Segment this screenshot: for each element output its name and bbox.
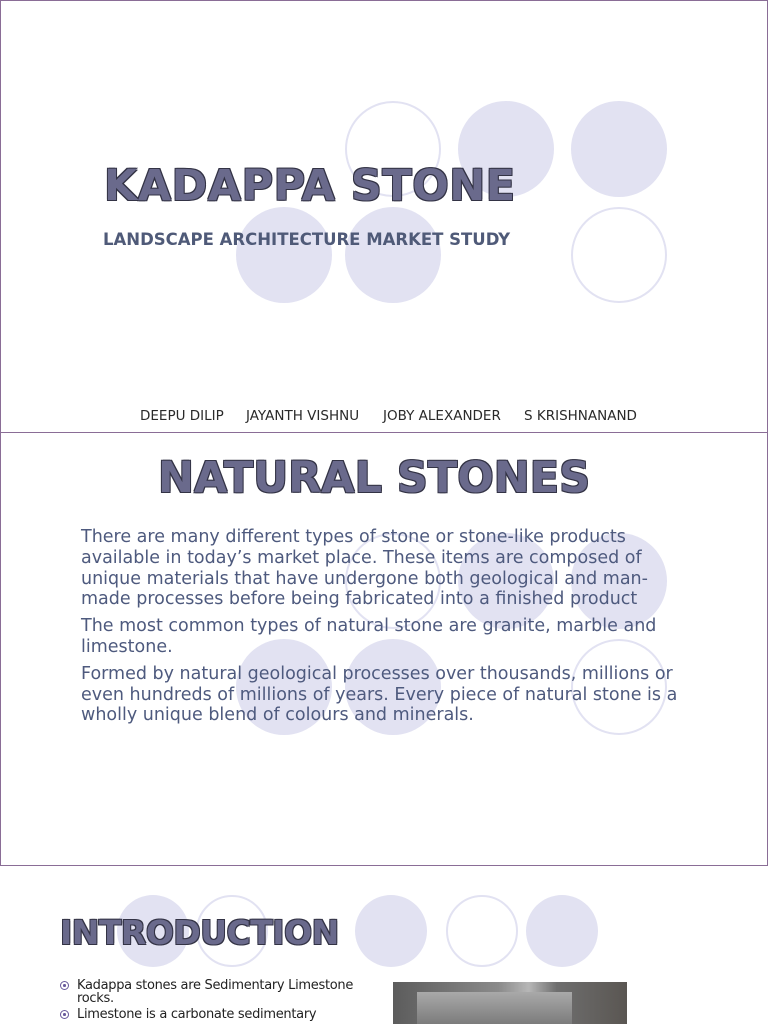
body-paragraph: The most common types of natural stone are granite, marble and limestone.	[81, 616, 657, 657]
circle-bullet-icon	[60, 981, 69, 990]
decor-circle-filled	[355, 895, 427, 967]
author-name: S KRISHNANAND	[524, 408, 637, 424]
body-paragraph: Formed by natural geological processes over thousands, millions or even hundreds of millions of years. Every piece of natural stone is a wholly unique blend of colours and minerals.	[81, 663, 678, 726]
circle-bullet-icon	[60, 1010, 69, 1019]
slide-title: INTRODUCTION	[60, 913, 339, 952]
stone-slab	[417, 992, 572, 1024]
body-paragraph: There are many different types of stone or stone-like products available in today’s market place. These items are composed of unique materials that have undergone both geological and man-made processes before being fabricated into a finished product	[81, 527, 648, 610]
slide-body	[81, 527, 681, 732]
author-name: JAYANTH VISHNU	[246, 408, 360, 424]
introduction-slide	[0, 866, 768, 1024]
stone-photo	[393, 982, 627, 1024]
list-item	[60, 1008, 360, 1021]
list-item-text: Kadappa stones are Sedimentary Limestone rocks.	[77, 978, 354, 1006]
bullet-list	[60, 979, 360, 1024]
author-name: DEEPU DILIP	[140, 408, 224, 424]
decor-circle-ring	[446, 895, 518, 967]
author-list	[1, 408, 768, 428]
title-slide	[0, 0, 768, 433]
decor-circle-filled	[526, 895, 598, 967]
list-item-text: Limestone is a carbonate sedimentary	[77, 1007, 317, 1022]
decor-circle-ring	[571, 207, 667, 303]
decor-circle-filled	[236, 207, 332, 303]
decor-circle-filled	[571, 101, 667, 197]
slide-title: NATURAL STONES	[158, 453, 591, 503]
decor-circle-filled	[345, 207, 441, 303]
list-item	[60, 979, 360, 1005]
slide-subtitle: LANDSCAPE ARCHITECTURE MARKET STUDY	[103, 230, 511, 249]
slide-title: KADAPPA STONE	[104, 161, 516, 211]
natural-stones-slide	[0, 432, 768, 866]
author-name: JOBY ALEXANDER	[383, 408, 501, 424]
